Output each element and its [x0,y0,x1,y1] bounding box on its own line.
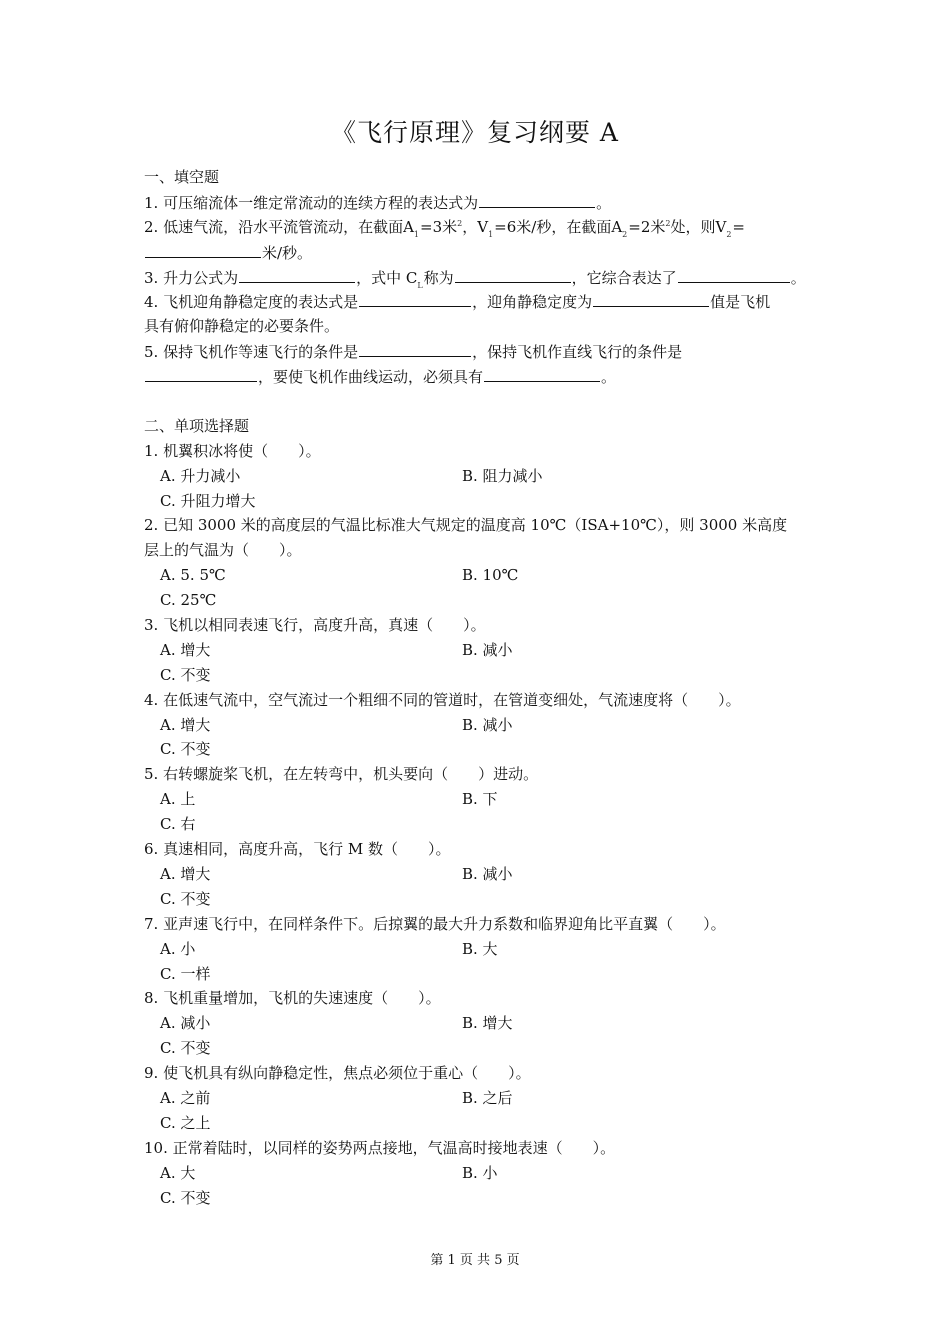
option-a: A. 升力减小 [160,466,241,485]
choice-options-row [144,464,808,489]
fill-question-1: 1. 可压缩流体一维定常流动的连续方程的表达式为 。 [144,190,808,215]
option-a: A. 增大 [160,640,211,659]
option-b: B. 减小 [462,715,513,734]
option-b: B. 减小 [462,640,513,659]
fill-question-4: 4. 飞机迎角静稳定度的表达式是 ，迎角静稳定度为 值是飞机 [144,289,808,314]
option-c: C. 之上 [160,1113,211,1132]
choice-question-10: 10. 正常着陆时，以同样的姿势两点接地，气温高时接地表速（ ）。 [144,1138,616,1157]
choice-question-9: 9. 使飞机具有纵向静稳定性，焦点必须位于重心（ ）。 [144,1064,531,1083]
answer-blank [593,289,709,307]
choice-options-row [144,1011,808,1036]
page-footer: 第 1 页 共 5 页 [430,1253,520,1268]
choice-options-row [144,937,808,962]
option-c: C. 不变 [160,1188,211,1207]
choice-question-2-cont: 层上的气温为（ ）。 [144,541,302,560]
choice-question-8: 8. 飞机重量增加，飞机的失速速度（ ）。 [144,989,441,1008]
option-c: C. 不变 [160,889,211,908]
option-c: C. 升阻力增大 [160,491,256,510]
option-a: A. 5. 5℃ [160,566,226,585]
option-c: C. 不变 [160,740,211,759]
option-b: B. 大 [462,939,498,958]
option-b: B. 减小 [462,864,513,883]
option-c: C. 不变 [160,665,211,684]
option-a: A. 大 [160,1163,196,1182]
choice-options-row [144,787,808,812]
choice-question-3: 3. 飞机以相同表速飞行，高度升高，真速（ ）。 [144,616,486,635]
choice-question-6: 6. 真速相同，高度升高，飞行 M 数（ ）。 [144,840,451,859]
choice-options-row [144,1086,808,1111]
fill-question-5-cont: ，要使飞机作曲线运动，必须具有 。 [144,364,808,389]
option-a: A. 上 [160,790,196,809]
option-a: A. 增大 [160,715,211,734]
option-a: A. 之前 [160,1088,211,1107]
answer-blank [479,190,595,208]
choice-options-row [144,713,808,738]
choice-question-7: 7. 亚声速飞行中，在同样条件下。后掠翼的最大升力系数和临界迎角比平直翼（ ）。 [144,914,726,933]
option-b: B. 增大 [462,1014,513,1033]
fill-question-2: 2. 低速气流，沿水平流管流动，在截面$A_1=3$米$^2$，$V_1=6$米/秒，在截面$A_2=2$米$^2$处，则$V_2=$ [144,217,745,239]
option-c: C. 右 [160,815,196,834]
doc-title: 《飞行原理》复习纲要 A [330,118,619,147]
answer-blank [359,339,471,357]
choice-options-row [144,862,808,887]
option-a: A. 小 [160,939,196,958]
choice-options-row [144,638,808,663]
answer-blank [678,265,790,283]
fill-question-5: 5. 保持飞机作等速飞行的条件是 ，保持飞机作直线飞行的条件是 [144,339,808,364]
choice-question-4: 4. 在低速气流中，空气流过一个粗细不同的管道时，在管道变细处，气流速度将（ ）。 [144,690,741,709]
section-heading-single-choice: 二、单项选择题 [144,416,250,435]
choice-question-1: 1. 机翼积冰将使（ ）。 [144,441,321,460]
option-c: C. 不变 [160,1039,211,1058]
fill-question-2-cont: 米/秒。 [144,240,808,265]
choice-question-2: 2. 已知 3000 米的高度层的气温比标准大气规定的温度高 10℃（ISA+10℃），则 3000 米高度 [144,516,788,535]
option-b: B. 阻力减小 [462,466,543,485]
option-b: B. 小 [462,1163,498,1182]
option-b: B. 之后 [462,1088,513,1107]
fill-question-4-cont: 具有俯仰静稳定的必要条件。 [144,317,340,336]
option-b: B. 下 [462,790,498,809]
choice-options-row [144,1161,808,1186]
choice-question-5: 5. 右转螺旋桨飞机，在左转弯中，机头要向（ ）进动。 [144,765,539,784]
doc-body [144,165,808,1210]
option-b: B. 10℃ [462,566,519,585]
answer-blank [484,364,600,382]
option-a: A. 增大 [160,864,211,883]
option-c: C. 一样 [160,964,211,983]
option-a: A. 减小 [160,1014,211,1033]
answer-blank [239,265,355,283]
fill-question-3: 3. 升力公式为 ，式中 $C_L$称为 ，它综合表达了 。 [144,265,808,290]
answer-blank [145,364,257,382]
answer-blank [145,240,261,258]
section-heading-fill-blank: 一、填空题 [144,168,220,186]
choice-options-row [144,563,808,588]
answer-blank [455,265,571,283]
answer-blank [359,289,471,307]
option-c: C. 25℃ [160,591,217,610]
